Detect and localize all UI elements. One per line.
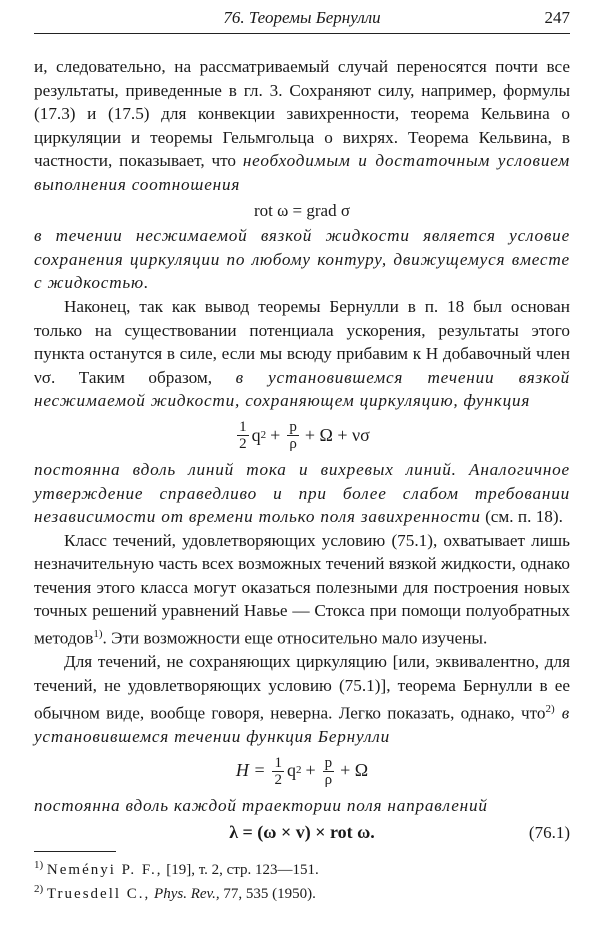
running-title: 76. Теоремы Бернулли xyxy=(223,8,381,27)
equation-number: (76.1) xyxy=(528,823,570,843)
paragraph-6: Для течений, не сохраняющих циркуляцию [или, эквивалентно, для течений, не удовлетворяющих условию (75.1)], теорема Бернулли в ее обычном виде, вообще говоря, неверна. Легко показать, однако, что$^{2)}$ в установившемся течении функция Бернулли xyxy=(34,652,570,746)
footnote-ref-2: 2) xyxy=(545,702,555,715)
page-number: 247 xyxy=(544,8,570,27)
paragraph-2: в течении несжимаемой вязкой жидкости является условие сохранения циркуляции по любому контуру, движущемуся вместе с жидкостью. xyxy=(34,226,570,293)
paragraph-5: Класс течений, удовлетворяющих условию (75.1), охватывает лишь незначительную часть всех возможных течений вязкой жидкости, однако течения этого класса могут оказаться полезными для построения новых точных решений уравнений Навье — Стокса при помощи полуобратных методов$^{1)}$. Эти возможности еще относительно мало изучены. xyxy=(34,530,570,648)
italic-statement: необходимым и достаточным условием выполнения соотношения xyxy=(34,151,570,194)
equation-bernulli-function: H = $\frac{1}{2}$ q 2 + $\frac{p}{\rho}$ + Ω xyxy=(235,754,369,788)
running-header xyxy=(34,8,570,32)
footnote-1: $^{1)}$ Neményi P. F., [19], т. 2, стр. 123—151. xyxy=(34,858,319,878)
body-text xyxy=(34,55,570,904)
equation-rot-grad: rot ω = grad σ xyxy=(253,200,351,220)
header-rule xyxy=(34,33,570,34)
fraction-p-rho-2: $\frac{p}{\rho}$ xyxy=(324,754,333,788)
paragraph-7: постоянна вдоль каждой траектории поля направлений xyxy=(34,795,488,815)
fraction-p-rho: $\frac{p}{\rho}$ xyxy=(289,418,297,452)
paragraph-1: и, следовательно, на рассматриваемый случай переносятся почти все результаты, приведенные в гл. 3. Сохраняют силу, например, формулы (17.3) и (17.5) для конвекции завихренности, теорема Кельвина о циркуляции и теоремы Гельмгольца о вихрях. Теорема Кельвина, в частности, показывает, что необходимым и достаточным условием выполнения соотношения xyxy=(34,57,570,194)
fraction-half-2: $\frac{1}{2}$ xyxy=(274,754,282,788)
footnote-ref-1: 1) xyxy=(93,628,103,641)
equation-76-1: λ = (ω × v) × rot ω. (76.1) xyxy=(34,821,570,845)
footnote-2: $^{2)}$ Truesdell C., Phys. Rev., 77, 535 (1950). xyxy=(34,882,316,902)
equation-bernulli-viscous: $\frac{1}{2}$ q 2 + $\frac{p}{\rho}$ + Ω + νσ xyxy=(239,418,370,452)
paragraph-4: постоянна вдоль линий тока и вихревых линий. Аналогичное утверждение справедливо и при более слабом требовании независимости от времени только поля завихренности (см. п. 18). xyxy=(34,459,570,527)
paragraph-3: Наконец, так как вывод теоремы Бернулли в п. 18 был основан только на существовании потенциала ускорения, результаты этого пункта останутся в силе, если мы всюду прибавим к H добавочный член νσ. Таким образом, в установившемся течении вязкой несжимаемой жидкости, сохраняющем циркуляцию, функция xyxy=(34,296,570,411)
fraction-half: $\frac{1}{2}$ xyxy=(239,418,247,452)
footnote-rule xyxy=(34,851,116,852)
